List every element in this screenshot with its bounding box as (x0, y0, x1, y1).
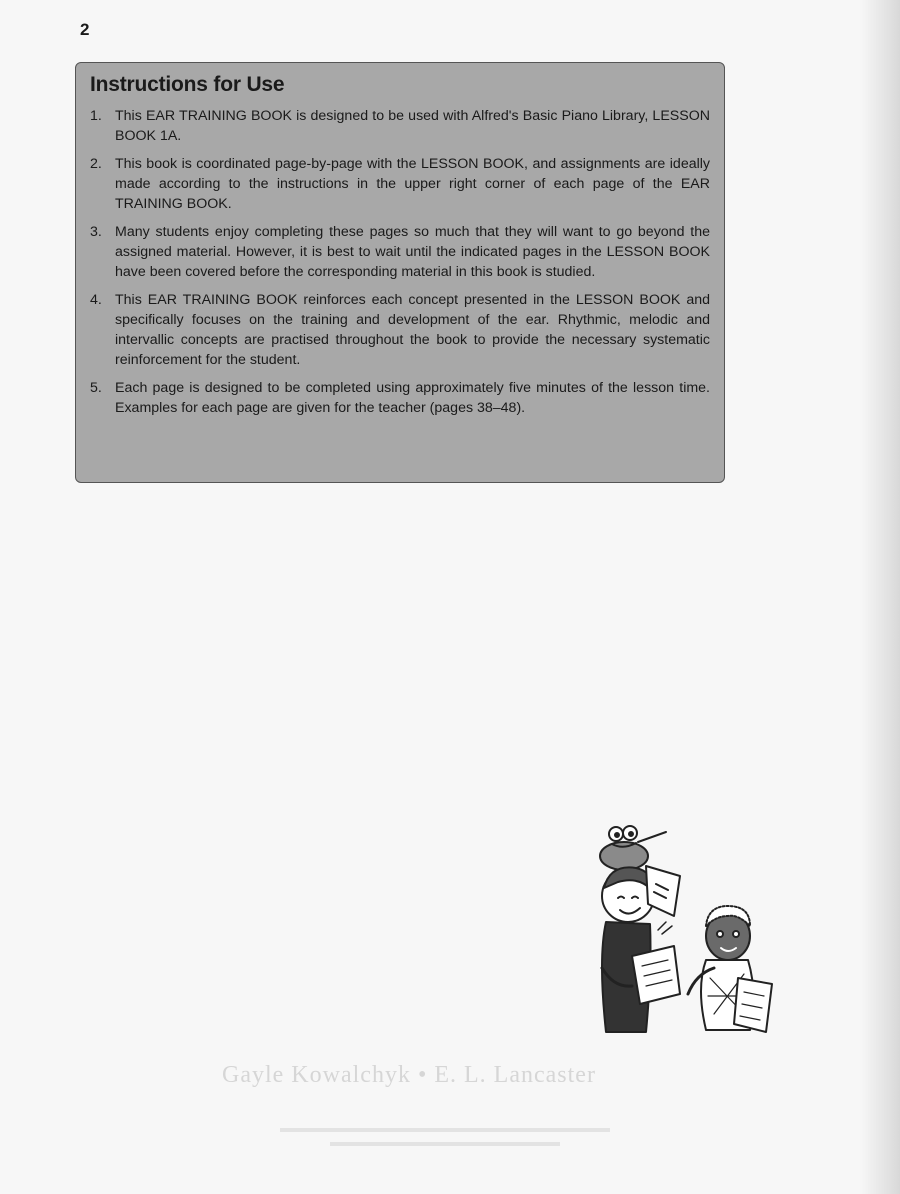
instruction-item-5 (90, 378, 710, 418)
instruction-number: 4. (90, 292, 102, 308)
boy-paper-held (632, 946, 680, 1004)
page-number: 2 (80, 20, 90, 39)
instruction-item-4 (90, 290, 710, 370)
bleed-through-line (280, 1128, 610, 1132)
instruction-text: This EAR TRAINING BOOK reinforces each concept presented in the LESSON BOOK and specifically focuses on the training and development of the ear. Rhythmic, melodic and intervallic concepts are practised throughout the book to provide the necessary systematic reinforcement for the student. (115, 292, 710, 368)
instruction-number: 5. (90, 380, 102, 396)
instruction-text: This EAR TRAINING BOOK is designed to be used with Alfred's Basic Piano Library, LESSON BOOK 1A. (115, 108, 710, 144)
instructions-box (75, 62, 725, 483)
instruction-text: Each page is designed to be completed using approximately five minutes of the lesson time. Examples for each page are given for the teacher (pages 38–48). (115, 380, 710, 416)
page-edge-shadow (860, 0, 900, 1194)
boy2-paper (734, 978, 772, 1032)
instruction-item-2 (90, 154, 710, 214)
instruction-text: Many students enjoy completing these pages so much that they will want to go beyond the assigned material. However, it is best to wait until the indicated pages in the LESSON BOOK have been covered before the corresponding material in this book is studied. (115, 224, 710, 280)
bleed-through-authors: Gayle Kowalchyk • E. L. Lancaster (222, 1062, 596, 1088)
kids-with-frog-illustration (588, 818, 778, 1038)
instruction-number: 3. (90, 224, 102, 240)
instructions-title: Instructions for Use (90, 73, 285, 96)
instruction-item-1 (90, 106, 710, 146)
instruction-text: This book is coordinated page-by-page with the LESSON BOOK, and assignments are ideally made according to the instructions in the upper right corner of each page of the EAR TRAINING BOOK. (115, 156, 710, 212)
bleed-through-line (330, 1142, 560, 1146)
instruction-item-3 (90, 222, 710, 282)
instructions-list (90, 106, 710, 418)
frog-tongue-pencil (638, 832, 666, 842)
instruction-number: 2. (90, 156, 102, 172)
instruction-number: 1. (90, 108, 102, 124)
